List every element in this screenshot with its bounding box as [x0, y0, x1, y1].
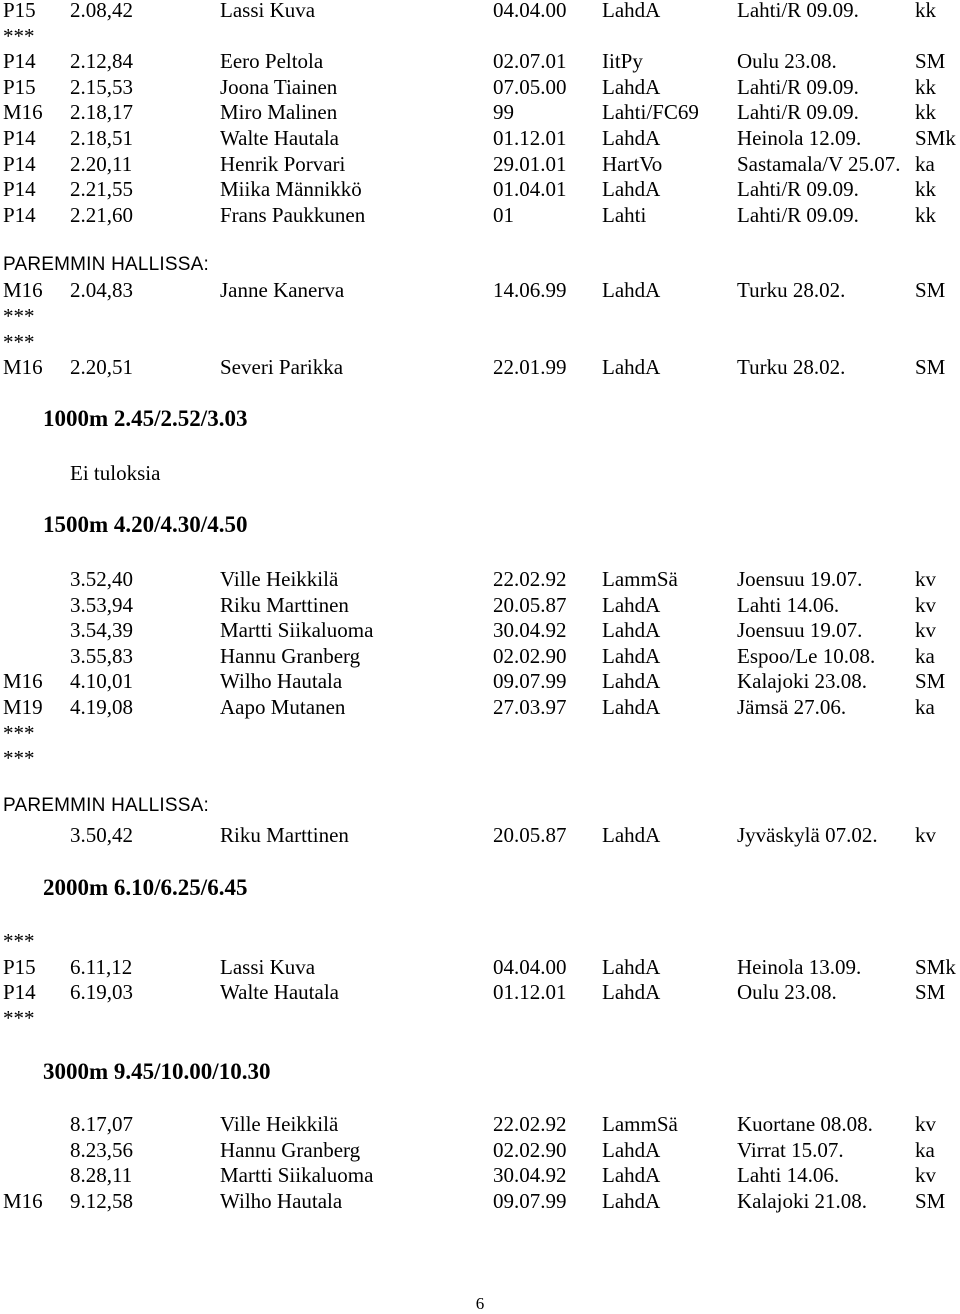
birth-date: 07.05.00 [493, 74, 567, 99]
class: P14 [3, 202, 36, 227]
athlete-name: Wilho Hautala [220, 669, 343, 694]
athlete-name: Joona Tiainen [220, 74, 338, 99]
venue-date: Lahti/R 09.09. [737, 100, 859, 125]
indoor-heading-row [0, 252, 960, 278]
no-results-note: Ei tuloksia [70, 461, 161, 485]
athlete-name: Walte Hautala [220, 126, 339, 150]
athlete-name: Janne Kanerva [220, 278, 345, 302]
birth-date: 04.04.00 [493, 954, 567, 979]
athlete-name: Lassi Kuva [220, 954, 316, 979]
club: LahdA [602, 278, 661, 302]
result-row [0, 99, 960, 125]
competition: kv [915, 1112, 936, 1136]
result: 3.55,83 [70, 643, 133, 668]
class: *** [3, 329, 35, 354]
club: LahdA [602, 980, 661, 1005]
competition: ka [915, 695, 935, 719]
result: 2.21,60 [70, 202, 133, 227]
venue-date: Turku 28.02. [737, 278, 846, 302]
athlete-name: Martti Siikaluoma [220, 1163, 374, 1188]
event-title-1500m: 1500m 4.20/4.30/4.50 [43, 512, 248, 537]
club: LahdA [602, 126, 661, 150]
athlete-name: Miro Malinen [220, 100, 338, 125]
venue-date: Heinola 12.09. [737, 126, 862, 150]
competition: SM [915, 355, 946, 380]
athlete-name: Henrik Porvari [220, 151, 346, 176]
result-row [0, 1188, 960, 1214]
venue-date: Joensuu 19.07. [737, 618, 863, 643]
class: *** [3, 1006, 35, 1031]
athlete-name: Martti Siikaluoma [220, 618, 374, 643]
result-row [0, 745, 960, 771]
page-number: 6 [475, 1294, 485, 1313]
result: 2.18,17 [70, 100, 133, 125]
result: 3.54,39 [70, 618, 133, 643]
competition: ka [915, 643, 935, 668]
athlete-name: Wilho Hautala [220, 1188, 343, 1213]
class: P15 [3, 954, 36, 979]
athlete-name: Hannu Granberg [220, 1137, 361, 1162]
result: 2.21,55 [70, 177, 133, 202]
competition: kk [915, 0, 936, 22]
club: LahdA [602, 1188, 661, 1213]
venue-date: Jyväskylä 07.02. [737, 823, 878, 847]
venue-date: Lahti/R 09.09. [737, 177, 859, 202]
result: 8.17,07 [70, 1112, 133, 1136]
birth-date: 30.04.92 [493, 618, 567, 643]
result-row [0, 354, 960, 380]
class: P15 [3, 0, 36, 22]
venue-date: Lahti 14.06. [737, 1163, 840, 1188]
class: P14 [3, 49, 36, 74]
venue-date: Turku 28.02. [737, 355, 846, 380]
competition: kv [915, 1163, 936, 1188]
result-row [0, 23, 960, 49]
result-row [0, 822, 960, 848]
birth-date: 01 [493, 202, 514, 227]
birth-date: 02.02.90 [493, 643, 567, 668]
venue-date: Lahti/R 09.09. [737, 74, 859, 99]
result-row [0, 176, 960, 202]
result: 2.20,51 [70, 355, 133, 380]
club: LammSä [602, 1112, 678, 1136]
athlete-name: Miika Männikkö [220, 177, 362, 202]
birth-date: 02.02.90 [493, 1137, 567, 1162]
class: M16 [3, 355, 43, 380]
venue-date: Heinola 13.09. [737, 954, 862, 979]
result: 8.28,11 [70, 1163, 133, 1188]
venue-date: Espoo/Le 10.08. [737, 643, 876, 668]
birth-date: 01.04.01 [493, 177, 567, 202]
indoor-heading: PAREMMIN HALLISSA: [3, 795, 209, 816]
competition: kv [915, 823, 936, 847]
result: 2.08,42 [70, 0, 133, 22]
venue-date: Lahti/R 09.09. [737, 0, 859, 22]
result: 2.12,84 [70, 49, 133, 74]
venue-date: Lahti 14.06. [737, 592, 840, 617]
class: M16 [3, 669, 43, 694]
athlete-name: Ville Heikkilä [220, 567, 339, 591]
club: LammSä [602, 567, 678, 591]
athlete-name: Walte Hautala [220, 980, 339, 1005]
class: P14 [3, 177, 36, 202]
birth-date: 29.01.01 [493, 151, 567, 176]
result-row [0, 720, 960, 746]
venue-date: Oulu 23.08. [737, 49, 837, 74]
result: 3.53,94 [70, 592, 133, 617]
result: 2.15,53 [70, 74, 133, 99]
class: P14 [3, 126, 36, 150]
result-row [0, 1005, 960, 1031]
club: LahdA [602, 618, 661, 643]
result-row [0, 668, 960, 694]
competition: SM [915, 669, 946, 694]
club: LahdA [602, 177, 661, 202]
club: Lahti/FC69 [602, 100, 699, 125]
athlete-name: Riku Marttinen [220, 592, 349, 617]
athlete-name: Aapo Mutanen [220, 695, 346, 719]
result-row [0, 125, 960, 151]
class: P14 [3, 980, 36, 1005]
birth-date: 09.07.99 [493, 669, 567, 694]
result-row [0, 48, 960, 74]
venue-date: Virrat 15.07. [737, 1137, 844, 1162]
result-row [0, 329, 960, 355]
class: *** [3, 23, 35, 48]
competition: SM [915, 1188, 946, 1213]
result: 6.11,12 [70, 954, 133, 979]
birth-date: 20.05.87 [493, 823, 567, 847]
club: HartVo [602, 151, 663, 176]
indoor-heading: PAREMMIN HALLISSA: [3, 254, 209, 275]
athlete-name: Hannu Granberg [220, 643, 361, 668]
result: 2.18,51 [70, 126, 133, 150]
class: P14 [3, 151, 36, 176]
club: LahdA [602, 643, 661, 668]
competition: ka [915, 1137, 935, 1162]
birth-date: 01.12.01 [493, 126, 567, 150]
result-row [0, 151, 960, 177]
club: Lahti [602, 202, 647, 227]
birth-date: 04.04.00 [493, 0, 567, 22]
result-row [0, 979, 960, 1005]
event-title-2000m: 2000m 6.10/6.25/6.45 [43, 875, 248, 900]
birth-date: 27.03.97 [493, 695, 567, 719]
class: *** [3, 929, 35, 953]
result: 3.52,40 [70, 567, 133, 591]
club: IitPy [602, 49, 643, 74]
competition: kk [915, 202, 936, 227]
birth-date: 01.12.01 [493, 980, 567, 1005]
athlete-name: Lassi Kuva [220, 0, 316, 22]
club: LahdA [602, 592, 661, 617]
club: LahdA [602, 74, 661, 99]
birth-date: 14.06.99 [493, 278, 567, 302]
competition: kv [915, 592, 936, 617]
competition: SM [915, 49, 946, 74]
class: *** [3, 746, 35, 771]
venue-date: Joensuu 19.07. [737, 567, 863, 591]
athlete-name: Frans Paukkunen [220, 202, 366, 227]
athlete-name: Ville Heikkilä [220, 1112, 339, 1136]
venue-date: Lahti/R 09.09. [737, 202, 859, 227]
class: M16 [3, 100, 43, 125]
result-row [0, 566, 960, 592]
result-row [0, 0, 960, 23]
birth-date: 30.04.92 [493, 1163, 567, 1188]
result-row [0, 694, 960, 720]
athlete-name: Severi Parikka [220, 355, 344, 380]
result: 2.04,83 [70, 278, 133, 302]
class: P15 [3, 74, 36, 99]
competition: SM [915, 278, 946, 302]
venue-date: Kalajoki 23.08. [737, 669, 868, 694]
result: 4.19,08 [70, 695, 133, 719]
class: M16 [3, 1188, 43, 1213]
competition: ka [915, 151, 935, 176]
club: LahdA [602, 355, 661, 380]
venue-date: Oulu 23.08. [737, 980, 837, 1005]
event-title-3000m: 3000m 9.45/10.00/10.30 [43, 1059, 271, 1084]
venue-date: Kuortane 08.08. [737, 1112, 873, 1136]
club: LahdA [602, 954, 661, 979]
competition: kv [915, 567, 936, 591]
athlete-name: Riku Marttinen [220, 823, 349, 847]
result-row [0, 1111, 960, 1137]
club: LahdA [602, 1163, 661, 1188]
competition: kk [915, 177, 936, 202]
result-row [0, 954, 960, 980]
birth-date: 22.02.92 [493, 1112, 567, 1136]
result: 3.50,42 [70, 823, 133, 847]
result-row [0, 928, 960, 954]
competition: SM [915, 980, 946, 1005]
result-row [0, 74, 960, 100]
result-row [0, 617, 960, 643]
club: LahdA [602, 695, 661, 719]
birth-date: 99 [493, 100, 514, 125]
competition: kv [915, 618, 936, 643]
venue-date: Kalajoki 21.08. [737, 1188, 868, 1213]
competition: kk [915, 100, 936, 125]
result-row [0, 592, 960, 618]
result-row [0, 1137, 960, 1163]
venue-date: Jämsä 27.06. [737, 695, 847, 719]
competition: SMk [915, 954, 956, 979]
birth-date: 20.05.87 [493, 592, 567, 617]
result: 2.20,11 [70, 151, 133, 176]
class: *** [3, 720, 35, 745]
club: LahdA [602, 1137, 661, 1162]
class: M16 [3, 278, 43, 302]
club: LahdA [602, 823, 661, 847]
result: 8.23,56 [70, 1137, 133, 1162]
club: LahdA [602, 669, 661, 694]
class: *** [3, 303, 35, 328]
indoor-heading-row [0, 793, 960, 819]
result-row [0, 643, 960, 669]
venue-date: Sastamala/V 25.07. [737, 151, 901, 176]
birth-date: 22.02.92 [493, 567, 567, 591]
competition: kk [915, 74, 936, 99]
result-row [0, 277, 960, 303]
birth-date: 02.07.01 [493, 49, 567, 74]
club: LahdA [602, 0, 661, 22]
result: 4.10,01 [70, 669, 133, 694]
birth-date: 09.07.99 [493, 1188, 567, 1213]
result: 6.19,03 [70, 980, 133, 1005]
result-row [0, 303, 960, 329]
event-title-1000m: 1000m 2.45/2.52/3.03 [43, 406, 248, 431]
birth-date: 22.01.99 [493, 355, 567, 380]
class: M19 [3, 695, 43, 719]
result-row [0, 1162, 960, 1188]
result: 9.12,58 [70, 1188, 133, 1213]
athlete-name: Eero Peltola [220, 49, 324, 74]
result-row [0, 202, 960, 228]
competition: SMk [915, 126, 956, 150]
